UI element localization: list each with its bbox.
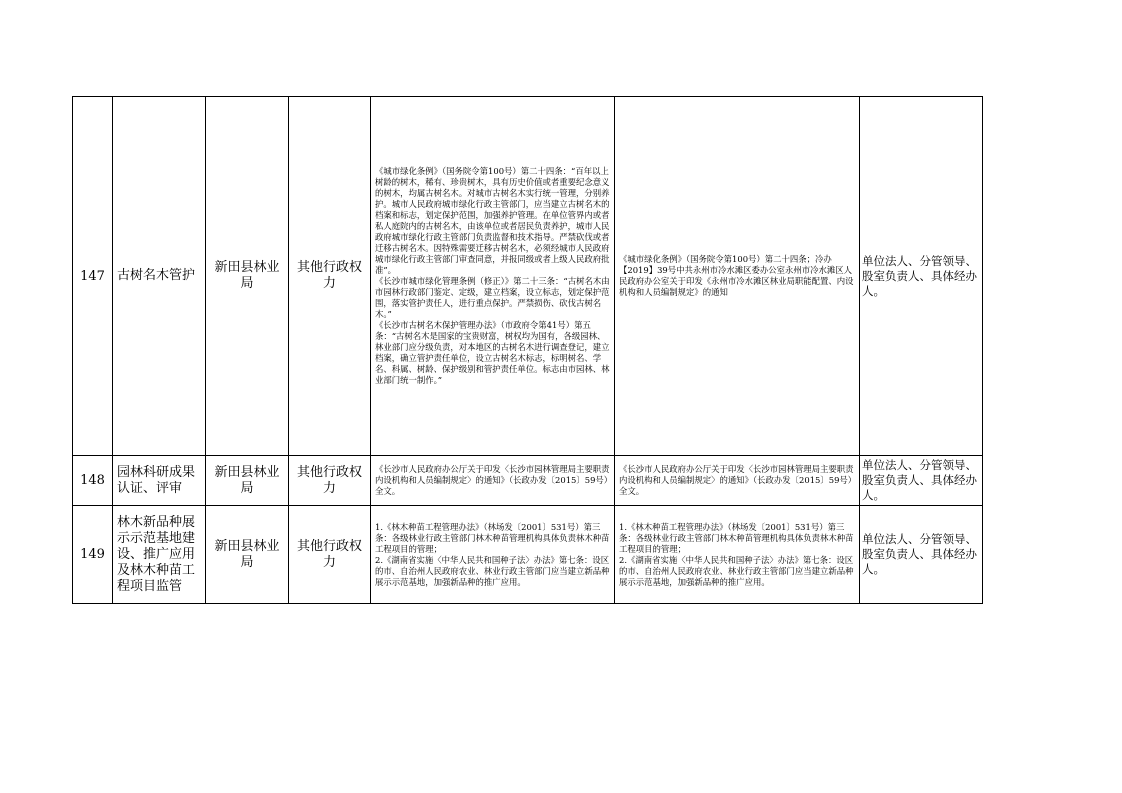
duty-basis	[615, 97, 860, 456]
row-number: 149	[73, 506, 113, 604]
power-type: 其他行政权力	[289, 97, 371, 456]
responsible-persons: 单位法人、分管领导、股室负责人、具体经办人。	[860, 456, 983, 506]
power-item-name: 林木新品种展示示范基地建设、推广应用及林木种苗工程项目监管	[113, 506, 206, 604]
legal-basis-paragraph: 1.《林木种苗工程管理办法》（林场发〔2001〕531号）第三条：各级林业行政主管部门林木种苗管理机构具体负责林木种苗工程项目的管理；	[375, 521, 610, 554]
legal-basis	[371, 97, 615, 456]
legal-basis-paragraph: 2.《湖南省实施〈中华人民共和国种子法〉办法》第七条：设区的市、自治州人民政府农业、林业行政主管部门应当建立新品种展示示范基地，加强新品种的推广应用。	[375, 554, 610, 587]
duty-basis	[615, 506, 860, 604]
responsible-persons: 单位法人、分管领导、股室负责人、具体经办人。	[860, 97, 983, 456]
duty-basis-paragraph: 《长沙市人民政府办公厅关于印发〈长沙市园林管理局主要职责内设机构和人员编制规定〉的通知》（长政办发〔2015〕59号）全文。	[619, 464, 854, 496]
power-item-name: 古树名木管护	[113, 97, 206, 456]
implementing-department: 新田县林业局	[206, 506, 289, 604]
legal-basis-paragraph: 《长沙市古树名木保护管理办法》（市政府令第41号）第五条：“古树名木是国家的宝贵财富，树权均为国有，各级园林、林业部门应分级负责，对本地区的古树名木进行调查登记，建立档案，确立管护责任单位，设立古树名木标志，标明树名、学名、科属、树龄、保护级别和管护责任单位。标志由市园林、林业部门统一制作。”	[375, 320, 610, 385]
implementing-department: 新田县林业局	[206, 456, 289, 506]
implementing-department: 新田县林业局	[206, 97, 289, 456]
legal-basis	[371, 506, 615, 604]
duty-basis-paragraph: 《城市绿化条例》（国务院令第100号）第二十四条；冷办【2019】39号中共永州市冷水滩区委办公室永州市冷水滩区人民政府办公室关于印发《永州市冷水滩区林业局职能配置、内设机构和人员编制规定》的通知	[619, 254, 854, 297]
row-number: 148	[73, 456, 113, 506]
table-row	[73, 456, 983, 506]
duty-basis-paragraph: 2.《湖南省实施〈中华人民共和国种子法〉办法》第七条：设区的市、自治州人民政府农业、林业行政主管部门应当建立新品种展示示范基地，加强新品种的推广应用。	[619, 554, 854, 587]
responsible-persons: 单位法人、分管领导、股室负责人、具体经办人。	[860, 506, 983, 604]
power-type: 其他行政权力	[289, 456, 371, 506]
legal-basis-paragraph: 《长沙市城市绿化管理条例（修正）》第二十三条：“古树名木由市园林行政部门鉴定、定级，建立档案，设立标志，划定保护范围，落实管护责任人，进行重点保护。严禁损伤、砍伐古树名木。”	[375, 276, 610, 319]
table-row	[73, 97, 983, 456]
legal-basis-paragraph: 《城市绿化条例》（国务院令第100号）第二十四条：“百年以上树龄的树木，稀有、珍贵树木，具有历史价值或者重要纪念意义的树木，均属古树名木。对城市古树名木实行统一管理，分别养护。城市人民政府城市绿化行政主管部门，应当建立古树名木的档案和标志，划定保护范围，加强养护管理。在单位管界内或者私人庭院内的古树名木，由该单位或者居民负责养护，城市人民政府城市绿化行政主管部门负责监督和技术指导。严禁砍伐或者迁移古树名木。因特殊需要迁移古树名木，必须经城市人民政府城市绿化行政主管部门审查同意，并报同级或者上级人民政府批准”。	[375, 166, 610, 275]
row-number: 147	[73, 97, 113, 456]
legal-basis	[371, 456, 615, 506]
power-type: 其他行政权力	[289, 506, 371, 604]
duty-basis	[615, 456, 860, 506]
legal-basis-paragraph: 《长沙市人民政府办公厅关于印发〈长沙市园林管理局主要职责内设机构和人员编制规定〉的通知》（长政办发〔2015〕59号）全文。	[375, 464, 610, 496]
duty-basis-paragraph: 1.《林木种苗工程管理办法》（林场发〔2001〕531号）第三条：各级林业行政主管部门林木种苗管理机构具体负责林木种苗工程项目的管理；	[619, 521, 854, 554]
power-item-name: 园林科研成果认证、评审	[113, 456, 206, 506]
table-row	[73, 506, 983, 604]
power-list-table	[72, 96, 983, 604]
